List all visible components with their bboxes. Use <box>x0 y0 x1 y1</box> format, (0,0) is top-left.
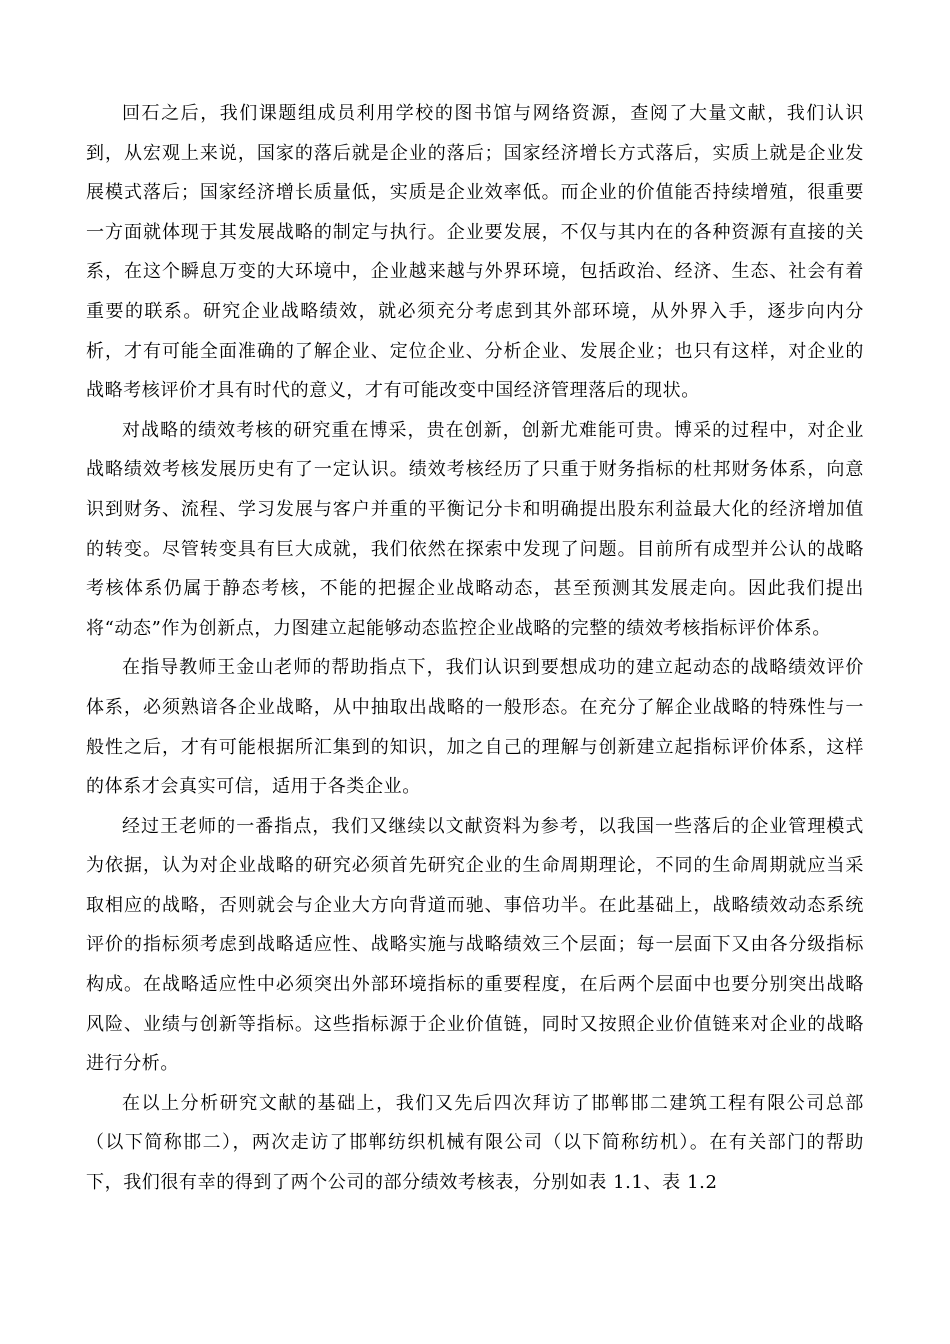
paragraph-1: 回石之后，我们课题组成员利用学校的图书馆与网络资源，查阅了大量文献，我们认识到，从宏观上来说，国家的落后就是企业的落后；国家经济增长方式落后，实质上就是企业发展模式落后；国家经济增长质量低，实质是企业效率低。而企业的价值能否持续增殖，很重要一方面就体现于其发展战略的制定与执行。企业要发展，不仅与其内在的各种资源有直接的关系，在这个瞬息万变的大环境中，企业越来越与外界环境，包括政治、经济、生态、社会有着重要的联系。研究企业战略绩效，就必须充分考虑到其外部环境，从外界入手，逐步向内分析，才有可能全面准确的了解企业、定位企业、分析企业、发展企业；也只有这样，对企业的战略考核评价才具有时代的意义，才有可能改变中国经济管理落后的现状。 <box>86 103 864 402</box>
paragraph-4: 经过王老师的一番指点，我们又继续以文献资料为参考，以我国一些落后的企业管理模式为依据，认为对企业战略的研究必须首先研究企业的生命周期理论，不同的生命周期就应当采取相应的战略，否则就会与企业大方向背道而驰、事倍功半。在此基础上，战略绩效动态系统评价的指标须考虑到战略适应性、战略实施与战略绩效三个层面；每一层面下又由各分级指标构成。在战略适应性中必须突出外部环境指标的重要程度，在后两个层面中也要分别突出战略风险、业绩与创新等指标。这些指标源于企业价值链，同时又按照企业价值链来对企业的战略进行分析。 <box>86 815 864 1075</box>
paragraph-3: 在指导教师王金山老师的帮助指点下，我们认识到要想成功的建立起动态的战略绩效评价体系，必须熟谙各企业战略，从中抽取出战略的一般形态。在充分了解企业战略的特殊性与一般性之后，才有可能根据所汇集到的知识，加之自己的理解与创新建立起指标评价体系，这样的体系才会真实可信，适用于各类企业。 <box>86 657 864 798</box>
document-body <box>86 94 864 1203</box>
paragraph-2: 对战略的绩效考核的研究重在博采，贵在创新，创新尤难能可贵。博采的过程中，对企业战略绩效考核发展历史有了一定认识。绩效考核经历了只重于财务指标的杜邦财务体系，向意识到财务、流程、学习发展与客户并重的平衡记分卡和明确提出股东利益最大化的经济增加值的转变。尽管转变具有巨大成就，我们依然在探索中发现了问题。目前所有成型并公认的战略考核体系仍属于静态考核，不能的把握企业战略动态，甚至预测其发展走向。因此我们提出将“动态”作为创新点，力图建立起能够动态监控企业战略的完整的绩效考核指标评价体系。 <box>86 419 864 639</box>
paragraph-5: 在以上分析研究文献的基础上，我们又先后四次拜访了邯郸邯二建筑工程有限公司总部（以下简称邯二），两次走访了邯郸纺织机械有限公司（以下简称纺机）。在有关部门的帮助下，我们很有幸的得到了两个公司的部分绩效考核表，分别如表 1.1、表 1.2 <box>86 1092 864 1194</box>
